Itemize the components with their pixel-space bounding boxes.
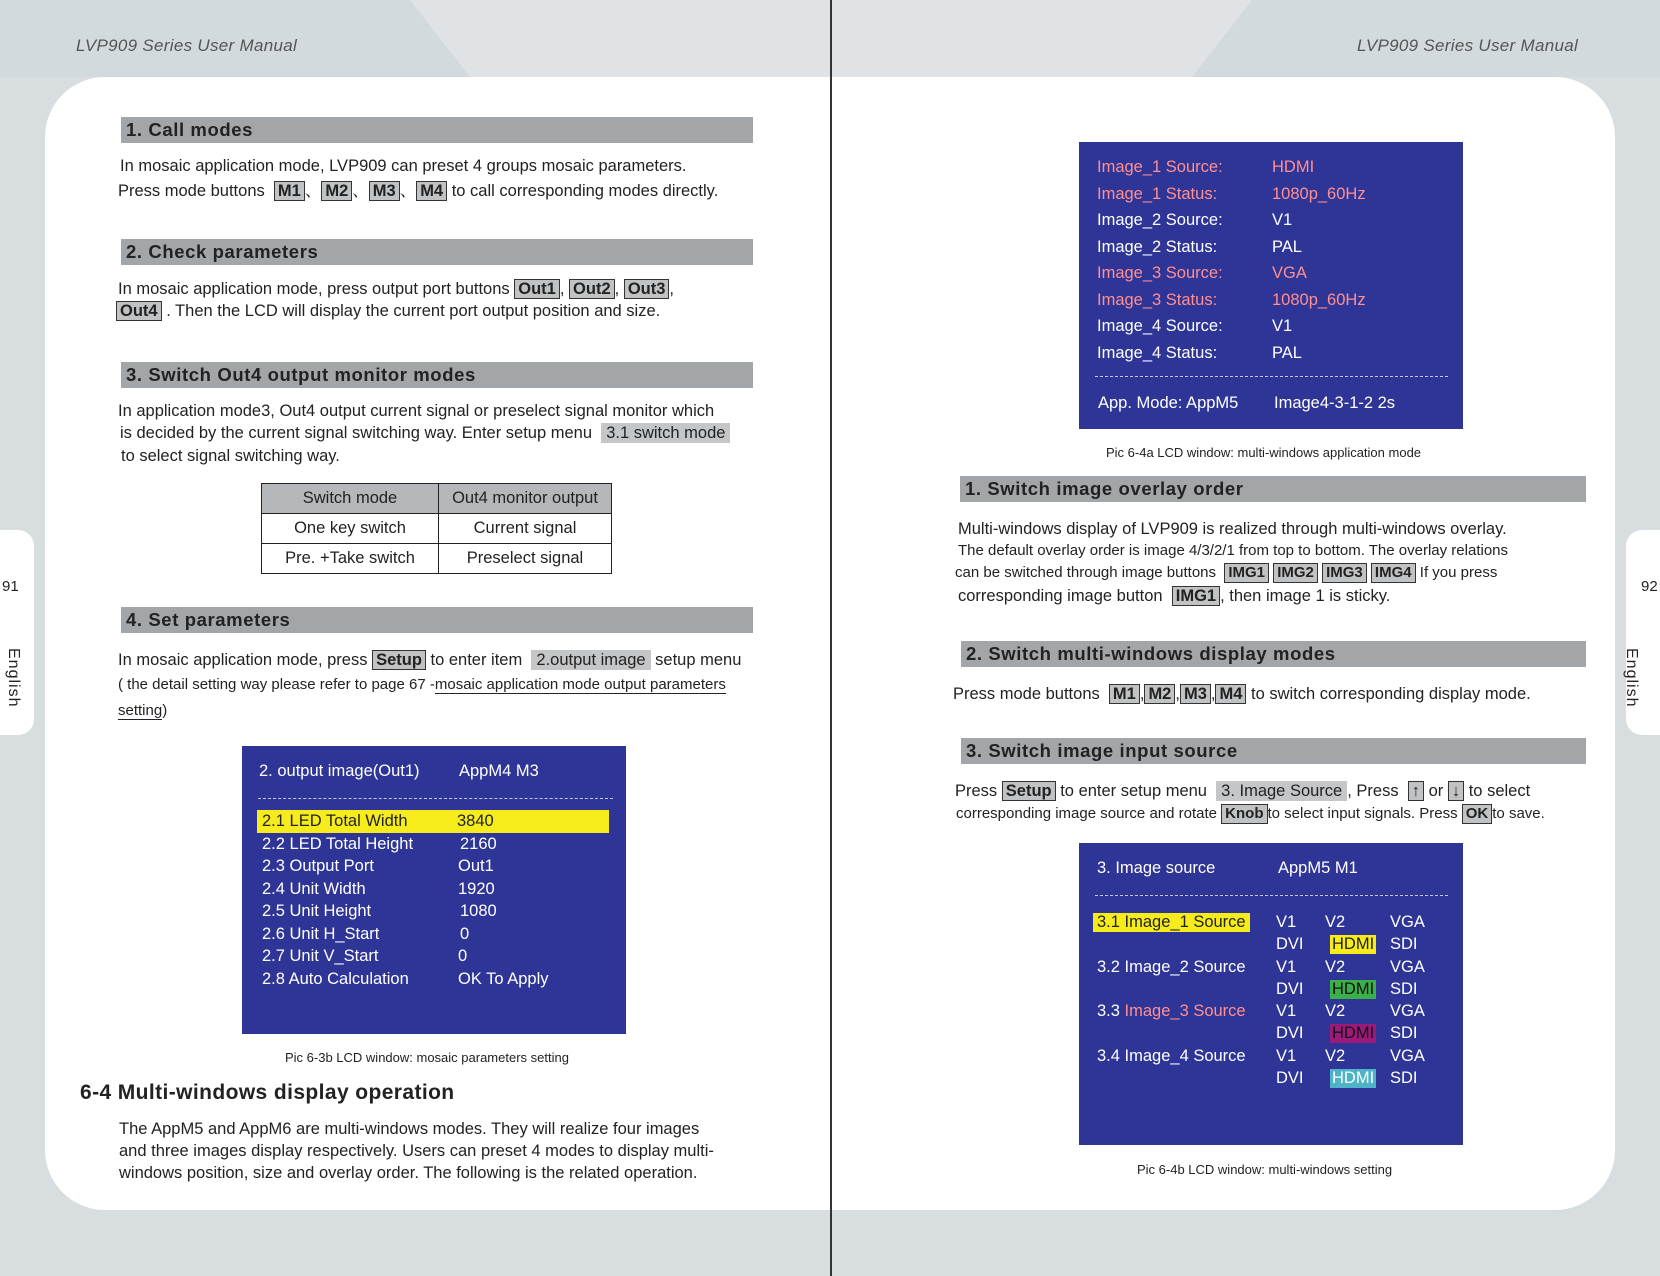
section-call-modes: 1. Call modes: [121, 117, 753, 143]
lcd-divider: [258, 798, 613, 799]
header-shape-left: [410, 0, 830, 77]
lcd-row-value: 0: [458, 947, 468, 965]
overlay-line3: can be switched through image buttons IMG1 IMG2 IMG3 IMG4 If you press: [955, 564, 1498, 581]
section-set-parameters: 4. Set parameters: [121, 607, 753, 633]
lcd-status-label: Image_1 Status:: [1097, 184, 1218, 203]
table-cell: One key switch: [262, 514, 439, 544]
lcd-source-option: VGA: [1390, 913, 1425, 931]
lcd-row-label: 2.7 Unit V_Start: [262, 947, 379, 965]
call-modes-line2: Press mode buttons M1 、 M2 、 M3 、 M4 to call corresponding modes directly.: [118, 182, 719, 200]
img2-key: IMG2: [1273, 563, 1318, 583]
lcd-source-option: V2: [1325, 1046, 1346, 1065]
lcd-source-option: DVI: [1276, 935, 1304, 953]
setup-key: Setup: [372, 650, 426, 670]
caption-6-4b: Pic 6-4b LCD window: multi-windows setting: [1137, 1162, 1393, 1177]
lcd-source-selected: HDMI: [1332, 1068, 1375, 1087]
heading-6-4: 6-4 Multi-windows display operation: [80, 1081, 455, 1104]
lcd-status-label: Image_1 Source:: [1097, 158, 1223, 176]
output-image-menu: 2.output image: [531, 650, 650, 670]
out4-key: Out4: [116, 301, 162, 321]
lcd-source-option: V1: [1276, 1046, 1297, 1065]
out1-key: Out1: [514, 279, 560, 299]
check-params-line2: Out4 . Then the LCD will display the current port output position and size.: [116, 300, 660, 322]
lcd-source-option: VGA: [1390, 1046, 1425, 1065]
lcd-source-item: [1097, 958, 1246, 977]
reference-link-cont[interactable]: setting: [118, 702, 163, 719]
page-number-left: 91: [2, 578, 19, 595]
lcd-source-num: 3.3: [1097, 1002, 1120, 1020]
lcd-source-option: SDI: [1390, 1068, 1418, 1087]
switch-out4-line2: is decided by the current signal switching way. Enter setup menu 3.1 switch mode: [120, 422, 730, 444]
page-spine: [830, 0, 832, 1276]
lcd-source-num: 3.4: [1097, 1046, 1120, 1065]
lcd-status-label: Image_3 Status:: [1097, 290, 1218, 309]
lcd-row-label: 2.2 LED Total Height: [262, 834, 414, 853]
m2-key: M2: [321, 181, 352, 201]
lcd-source-option: DVI: [1276, 1068, 1304, 1087]
lcd-row-label: 2.8 Auto Calculation: [262, 969, 409, 988]
overlay-line2: The default overlay order is image 4/3/2/1 from top to bottom. The overlay relations: [958, 542, 1509, 559]
lcd-source-item: [1097, 1047, 1246, 1066]
lcd-row-label: 2.1 LED Total Width: [262, 812, 408, 830]
lcd-source-item: [1097, 1002, 1246, 1021]
input-source-line1: Press Setup to enter setup menu 3. Image Source , Press ↑ or ↓ to select: [955, 782, 1531, 800]
lcd-source-label: Image_2 Source: [1124, 957, 1246, 976]
language-label-right: English: [1623, 648, 1640, 708]
section-display-modes: 2. Switch multi-windows display modes: [961, 641, 1586, 667]
lcd-status-label: Image_2 Status:: [1097, 237, 1218, 256]
display-modes-line: Press mode buttons M1 , M2 , M3 , M4 to switch corresponding display mode.: [953, 685, 1531, 703]
lcd-row-label: 2.5 Unit Height: [262, 902, 372, 920]
switch-out4-line3: to select signal switching way.: [121, 447, 340, 465]
lcd-mode: AppM4 M3: [459, 762, 539, 780]
lcd-source-option: DVI: [1276, 979, 1304, 998]
lcd-output-image: [242, 746, 626, 1034]
lcd-source-selected: HDMI: [1332, 979, 1375, 998]
m3-key: M3: [369, 181, 400, 201]
table-cell: Preselect signal: [439, 544, 612, 574]
lcd-app-mode: App. Mode: AppM5: [1098, 394, 1239, 412]
caption-6-3b: Pic 6-3b LCD window: mosaic parameters setting: [285, 1050, 569, 1065]
overlay-line4: corresponding image button IMG1 , then image 1 is sticky.: [958, 587, 1391, 605]
up-arrow-icon: ↑: [1408, 781, 1424, 801]
lcd-multiwindow-mode: [1079, 142, 1463, 429]
ok-key: OK: [1462, 804, 1493, 824]
section-overlay-order: 1. Switch image overlay order: [960, 476, 1586, 502]
section-switch-out4: 3. Switch Out4 output monitor modes: [121, 362, 753, 388]
lcd-source-num: 3.2: [1097, 957, 1120, 976]
lcd-source-option: V1: [1276, 913, 1297, 931]
set-params-line3: setting): [118, 702, 168, 719]
lcd-source-option: SDI: [1390, 1024, 1418, 1042]
lcd-source-option: VGA: [1390, 957, 1425, 976]
table-cell: Pre. +Take switch: [262, 544, 439, 574]
lcd-source-num: 3.1: [1097, 913, 1120, 931]
down-arrow-icon: ↓: [1448, 781, 1464, 801]
lcd-source-label: Image_3 Source: [1124, 1002, 1246, 1020]
caption-6-4a: Pic 6-4a LCD window: multi-windows application mode: [1106, 445, 1422, 460]
m4-key-right: M4: [1215, 684, 1246, 704]
knob-key: Knob: [1221, 804, 1267, 824]
lcd-row-value: 1920: [458, 879, 495, 898]
section-check-parameters: 2. Check parameters: [121, 239, 753, 265]
lcd-row-label: 2.6 Unit H_Start: [262, 924, 380, 943]
lcd-source-selected: HDMI: [1332, 935, 1375, 953]
setup-key-right: Setup: [1002, 781, 1056, 801]
lcd-row-label: 2.4 Unit Width: [262, 879, 366, 898]
lcd-source-option: VGA: [1390, 1002, 1425, 1020]
lcd-status-label: Image_4 Source:: [1097, 317, 1223, 335]
set-params-line1: In mosaic application mode, press Setup to enter item 2.output image setup menu: [118, 651, 742, 669]
image-source-menu: 3. Image Source: [1216, 781, 1347, 801]
para-line2: and three images display respectively. Users can preset 4 modes to display multi-: [119, 1142, 714, 1160]
lcd-divider: [1095, 376, 1448, 377]
m1-key-right: M1: [1109, 684, 1140, 704]
lcd-source-option: SDI: [1390, 935, 1418, 953]
lcd-status-value: V1: [1272, 317, 1293, 335]
lcd-status-value: PAL: [1272, 343, 1302, 362]
lcd-source-option: V2: [1325, 957, 1346, 976]
lcd-status-value: 1080p_60Hz: [1272, 290, 1366, 309]
lcd-source-label: Image_1 Source: [1124, 913, 1246, 931]
lcd-source-option: V2: [1325, 913, 1346, 931]
para-line1: The AppM5 and AppM6 are multi-windows modes. They will realize four images: [119, 1120, 700, 1138]
m4-key: M4: [416, 181, 447, 201]
lcd-source-item: [1093, 913, 1250, 932]
switch-out4-line1: In application mode3, Out4 output current signal or preselect signal monitor which: [118, 402, 715, 420]
para-line3: windows position, size and overlay order. The following is the related operation.: [119, 1164, 698, 1182]
lcd-row-value: 3840: [457, 812, 494, 830]
lcd-source-option: DVI: [1276, 1024, 1304, 1042]
lcd-mode: AppM5 M1: [1278, 859, 1358, 877]
table-header: Switch mode: [262, 484, 439, 514]
section-input-source: 3. Switch image input source: [961, 738, 1586, 764]
lcd-row-label: 2.3 Output Port: [262, 857, 374, 875]
table-header: Out4 monitor output: [439, 484, 612, 514]
lcd-row-value: OK To Apply: [458, 969, 549, 988]
switch-mode-menu: 3.1 switch mode: [601, 423, 730, 443]
lcd-status-value: VGA: [1272, 264, 1307, 282]
lcd-row-value: 2160: [460, 834, 497, 853]
lcd-status-label: Image_4 Status:: [1097, 343, 1218, 362]
header-title-left: LVP909 Series User Manual: [76, 36, 298, 55]
reference-link[interactable]: mosaic application mode output parameters: [434, 676, 726, 693]
header-title-right: LVP909 Series User Manual: [1357, 36, 1579, 55]
lcd-row-value: 1080: [460, 902, 497, 920]
lcd-source-option: V1: [1276, 1002, 1297, 1020]
call-modes-line1: In mosaic application mode, LVP909 can preset 4 groups mosaic parameters.: [120, 157, 687, 175]
switch-mode-table: [261, 483, 612, 574]
language-label-left: English: [5, 648, 22, 708]
set-params-line2: ( the detail setting way please refer to page 67 -mosaic application mode output parameters: [118, 676, 726, 693]
input-source-line2: corresponding image source and rotate Knob to select input signals. Press OK to save.: [956, 805, 1545, 822]
m2-key-right: M2: [1144, 684, 1175, 704]
lcd-status-value: PAL: [1272, 237, 1302, 256]
table-cell: Current signal: [439, 514, 612, 544]
lcd-source-option: V1: [1276, 957, 1297, 976]
lcd-source-option: SDI: [1390, 979, 1418, 998]
lcd-status-label: Image_2 Source:: [1097, 211, 1223, 229]
lcd-status-value: V1: [1272, 211, 1293, 229]
lcd-source-option: V2: [1325, 1002, 1346, 1020]
lcd-row-value: Out1: [458, 857, 494, 875]
lcd-title: 3. Image source: [1097, 859, 1216, 877]
lcd-row-value: 0: [460, 924, 470, 943]
page-number-right: 92: [1641, 578, 1658, 595]
out2-key: Out2: [569, 279, 615, 299]
check-params-line1: In mosaic application mode, press output port buttons Out1 , Out2 , Out3 ,: [118, 280, 674, 298]
img4-key: IMG4: [1371, 563, 1416, 583]
lcd-overlay-order: Image4-3-1-2 2s: [1274, 394, 1396, 412]
lcd-status-value: 1080p_60Hz: [1272, 184, 1366, 203]
m1-key: M1: [274, 181, 305, 201]
lcd-image-source: [1079, 843, 1463, 1145]
header-shape-right: [832, 0, 1252, 77]
overlay-line1: Multi-windows display of LVP909 is realized through multi-windows overlay.: [958, 520, 1507, 538]
img1-sticky-key: IMG1: [1172, 586, 1220, 606]
lcd-status-label: Image_3 Source:: [1097, 264, 1223, 282]
lcd-source-selected: HDMI: [1332, 1024, 1375, 1042]
lcd-title: 2. output image(Out1): [259, 762, 420, 780]
lcd-status-value: HDMI: [1272, 158, 1315, 176]
lcd-source-label: Image_4 Source: [1124, 1046, 1246, 1065]
out3-key: Out3: [624, 279, 670, 299]
lcd-divider: [1095, 895, 1448, 896]
m3-key-right: M3: [1180, 684, 1211, 704]
img1-key: IMG1: [1224, 563, 1269, 583]
img3-key: IMG3: [1322, 563, 1367, 583]
